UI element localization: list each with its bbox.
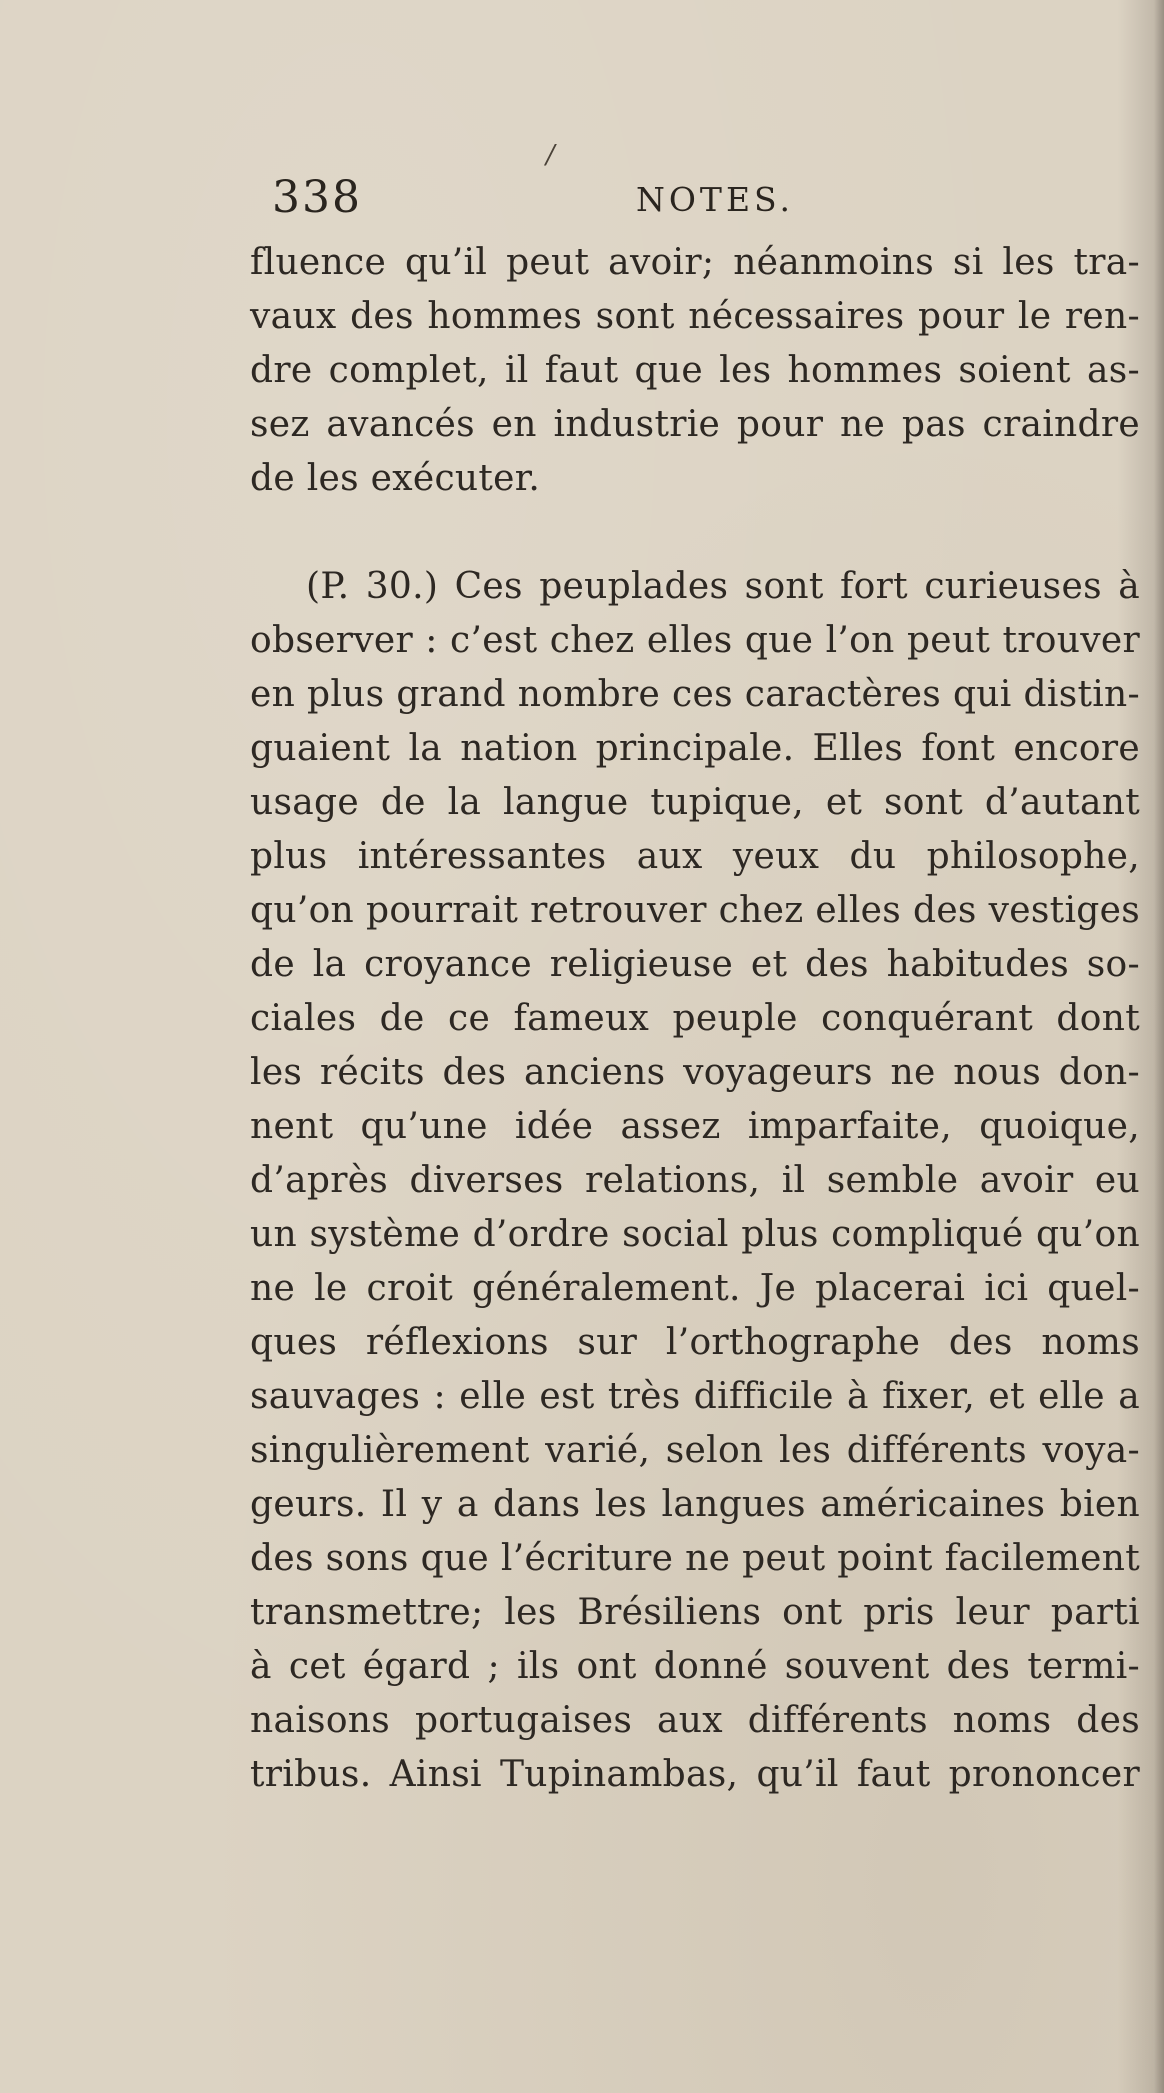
text-line: qu’on pourrait retrouver chez elles des vestiges bbox=[250, 890, 1140, 931]
text-line: ciales de ce fameux peuple conquérant dont bbox=[250, 998, 1140, 1039]
text-line: usage de la langue tupique, et sont d’autant bbox=[250, 782, 1140, 823]
paragraph-gap bbox=[250, 506, 1140, 560]
page-number: 338 bbox=[272, 172, 362, 223]
text-line: des sons que l’écriture ne peut point facilement bbox=[250, 1538, 1140, 1579]
text-line: fluence qu’il peut avoir; néanmoins si les tra- bbox=[250, 242, 1140, 283]
text-line: d’après diverses relations, il semble avoir eu bbox=[250, 1160, 1140, 1201]
text-line: guaient la nation principale. Elles font encore bbox=[250, 728, 1140, 769]
text-line: dre complet, il faut que les hommes soient as- bbox=[250, 350, 1140, 391]
text-line: en plus grand nombre ces caractères qui distin- bbox=[250, 674, 1140, 715]
text-line: plus intéressantes aux yeux du philosophe, bbox=[250, 836, 1140, 877]
text-line: sauvages : elle est très difficile à fixer, et elle a bbox=[250, 1376, 1140, 1417]
text-line: ques réflexions sur l’orthographe des noms bbox=[250, 1322, 1140, 1363]
running-head: NOTES. bbox=[636, 180, 794, 219]
body-text bbox=[250, 236, 1140, 1802]
text-line: tribus. Ainsi Tupinambas, qu’il faut prononcer bbox=[250, 1754, 1140, 1795]
text-line: observer : c’est chez elles que l’on peut trouver bbox=[250, 620, 1140, 661]
text-line: geurs. Il y a dans les langues américaines bien bbox=[250, 1484, 1140, 1525]
text-line: naisons portugaises aux différents noms des bbox=[250, 1700, 1140, 1741]
text-line: singulièrement varié, selon les différents voya- bbox=[250, 1430, 1140, 1471]
text-line: de la croyance religieuse et des habitudes so- bbox=[250, 944, 1140, 985]
text-line: les récits des anciens voyageurs ne nous don- bbox=[250, 1052, 1140, 1093]
text-line: à cet égard ; ils ont donné souvent des termi- bbox=[250, 1646, 1140, 1687]
text-line: nent qu’une idée assez imparfaite, quoique, bbox=[250, 1106, 1140, 1147]
text-line: vaux des hommes sont nécessaires pour le ren- bbox=[250, 296, 1140, 337]
text-line: de les exécuter. bbox=[250, 458, 541, 499]
text-line: (P. 30.) Ces peuplades sont fort curieuses à bbox=[306, 566, 1140, 607]
text-line: un système d’ordre social plus compliqué qu’on bbox=[250, 1214, 1140, 1255]
page-edge-shadow bbox=[1154, 0, 1164, 2093]
text-line: transmettre; les Brésiliens ont pris leur parti bbox=[250, 1592, 1140, 1633]
text-line: ne le croit généralement. Je placerai ici quel- bbox=[250, 1268, 1140, 1309]
tick-mark: / bbox=[546, 140, 555, 170]
text-line: sez avancés en industrie pour ne pas craindre bbox=[250, 404, 1140, 445]
